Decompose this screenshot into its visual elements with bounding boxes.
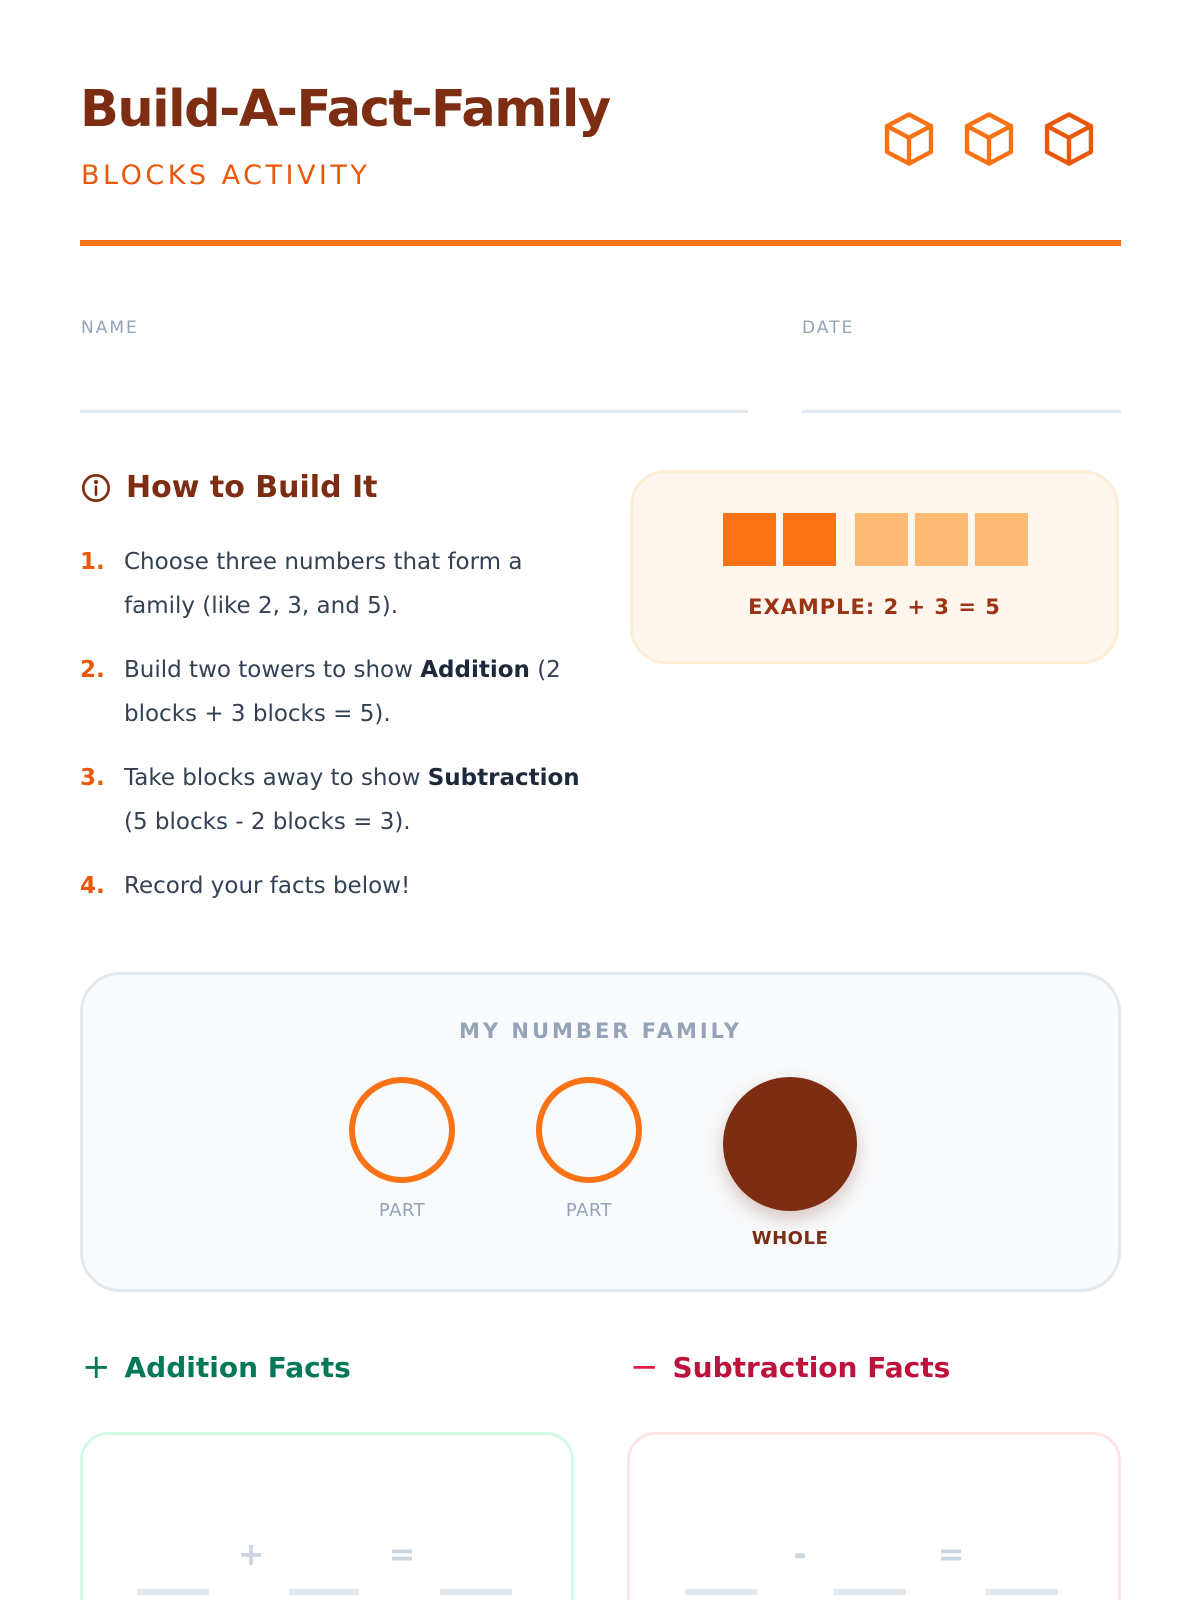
addition-blank-1[interactable] [137, 1589, 209, 1595]
family-title: MY NUMBER FAMILY [459, 1019, 742, 1043]
example-card [630, 470, 1119, 664]
subtraction-heading [630, 1347, 951, 1387]
instructions-list [80, 540, 600, 928]
step-text: Take blocks away to show [124, 765, 428, 791]
example-caption: EXAMPLE: 2 + 3 = 5 [748, 595, 1001, 619]
list-item [80, 648, 600, 736]
page-subtitle: BLOCKS ACTIVITY [81, 160, 371, 191]
step-text: (5 blocks - 2 blocks = 3). [124, 809, 411, 835]
step-text: (2 blocks + 3 blocks = 5). [124, 657, 561, 727]
equals-sign: = [937, 1535, 965, 1573]
header-divider [80, 240, 1121, 246]
page-title: Build-A-Fact-Family [80, 80, 610, 139]
instructions-heading [80, 470, 377, 505]
part-circle-2[interactable] [536, 1077, 642, 1183]
cube-icon [1038, 108, 1100, 170]
list-item [80, 864, 600, 908]
subtraction-blank-3[interactable] [986, 1589, 1058, 1595]
addition-blank-2[interactable] [289, 1589, 359, 1595]
subtraction-blank-2[interactable] [834, 1589, 906, 1595]
example-block-part2 [915, 513, 968, 566]
part-label: PART [378, 1200, 426, 1221]
addition-heading [82, 1347, 351, 1387]
whole-circle[interactable] [723, 1077, 857, 1211]
step-text: Build two towers to show [124, 657, 421, 683]
part-circle-1[interactable] [349, 1077, 455, 1183]
plus-sign: + [237, 1535, 265, 1573]
example-block-part1 [723, 513, 776, 566]
cube-icons [878, 108, 1100, 170]
step-keyword: Subtraction [427, 765, 580, 791]
step-number: 3. [80, 765, 105, 791]
minus-icon: − [630, 1347, 659, 1387]
example-block-part2 [975, 513, 1028, 566]
date-label: DATE [802, 318, 855, 338]
minus-sign: - [793, 1535, 807, 1573]
step-number: 1. [80, 549, 105, 575]
example-block-part2 [855, 513, 908, 566]
subtraction-facts-box [627, 1432, 1121, 1600]
example-blocks [723, 513, 1035, 566]
step-text: Choose three numbers that form a family (like 2, 3, and 5). [124, 549, 523, 619]
list-item [80, 540, 600, 628]
equals-sign: = [388, 1535, 416, 1573]
subtraction-blank-1[interactable] [685, 1589, 757, 1595]
name-label: NAME [81, 318, 139, 338]
date-field[interactable] [802, 410, 1121, 413]
number-family-card [80, 972, 1121, 1292]
instructions-title: How to Build It [126, 470, 378, 505]
cube-icon [878, 108, 940, 170]
addition-title: Addition Facts [124, 1350, 351, 1384]
step-keyword: Addition [420, 657, 530, 683]
cube-icon [958, 108, 1020, 170]
addition-facts-box [80, 1432, 574, 1600]
step-number: 4. [80, 873, 105, 899]
part-label: PART [565, 1200, 613, 1221]
addition-blank-3[interactable] [440, 1589, 512, 1595]
step-number: 2. [80, 657, 105, 683]
list-item [80, 756, 600, 844]
whole-label: WHOLE [751, 1228, 829, 1249]
plus-icon: + [82, 1347, 111, 1387]
step-text: Record your facts below! [124, 873, 411, 899]
example-block-part1 [783, 513, 836, 566]
name-field[interactable] [80, 410, 748, 413]
subtraction-title: Subtraction Facts [672, 1350, 951, 1384]
info-icon [80, 472, 112, 504]
